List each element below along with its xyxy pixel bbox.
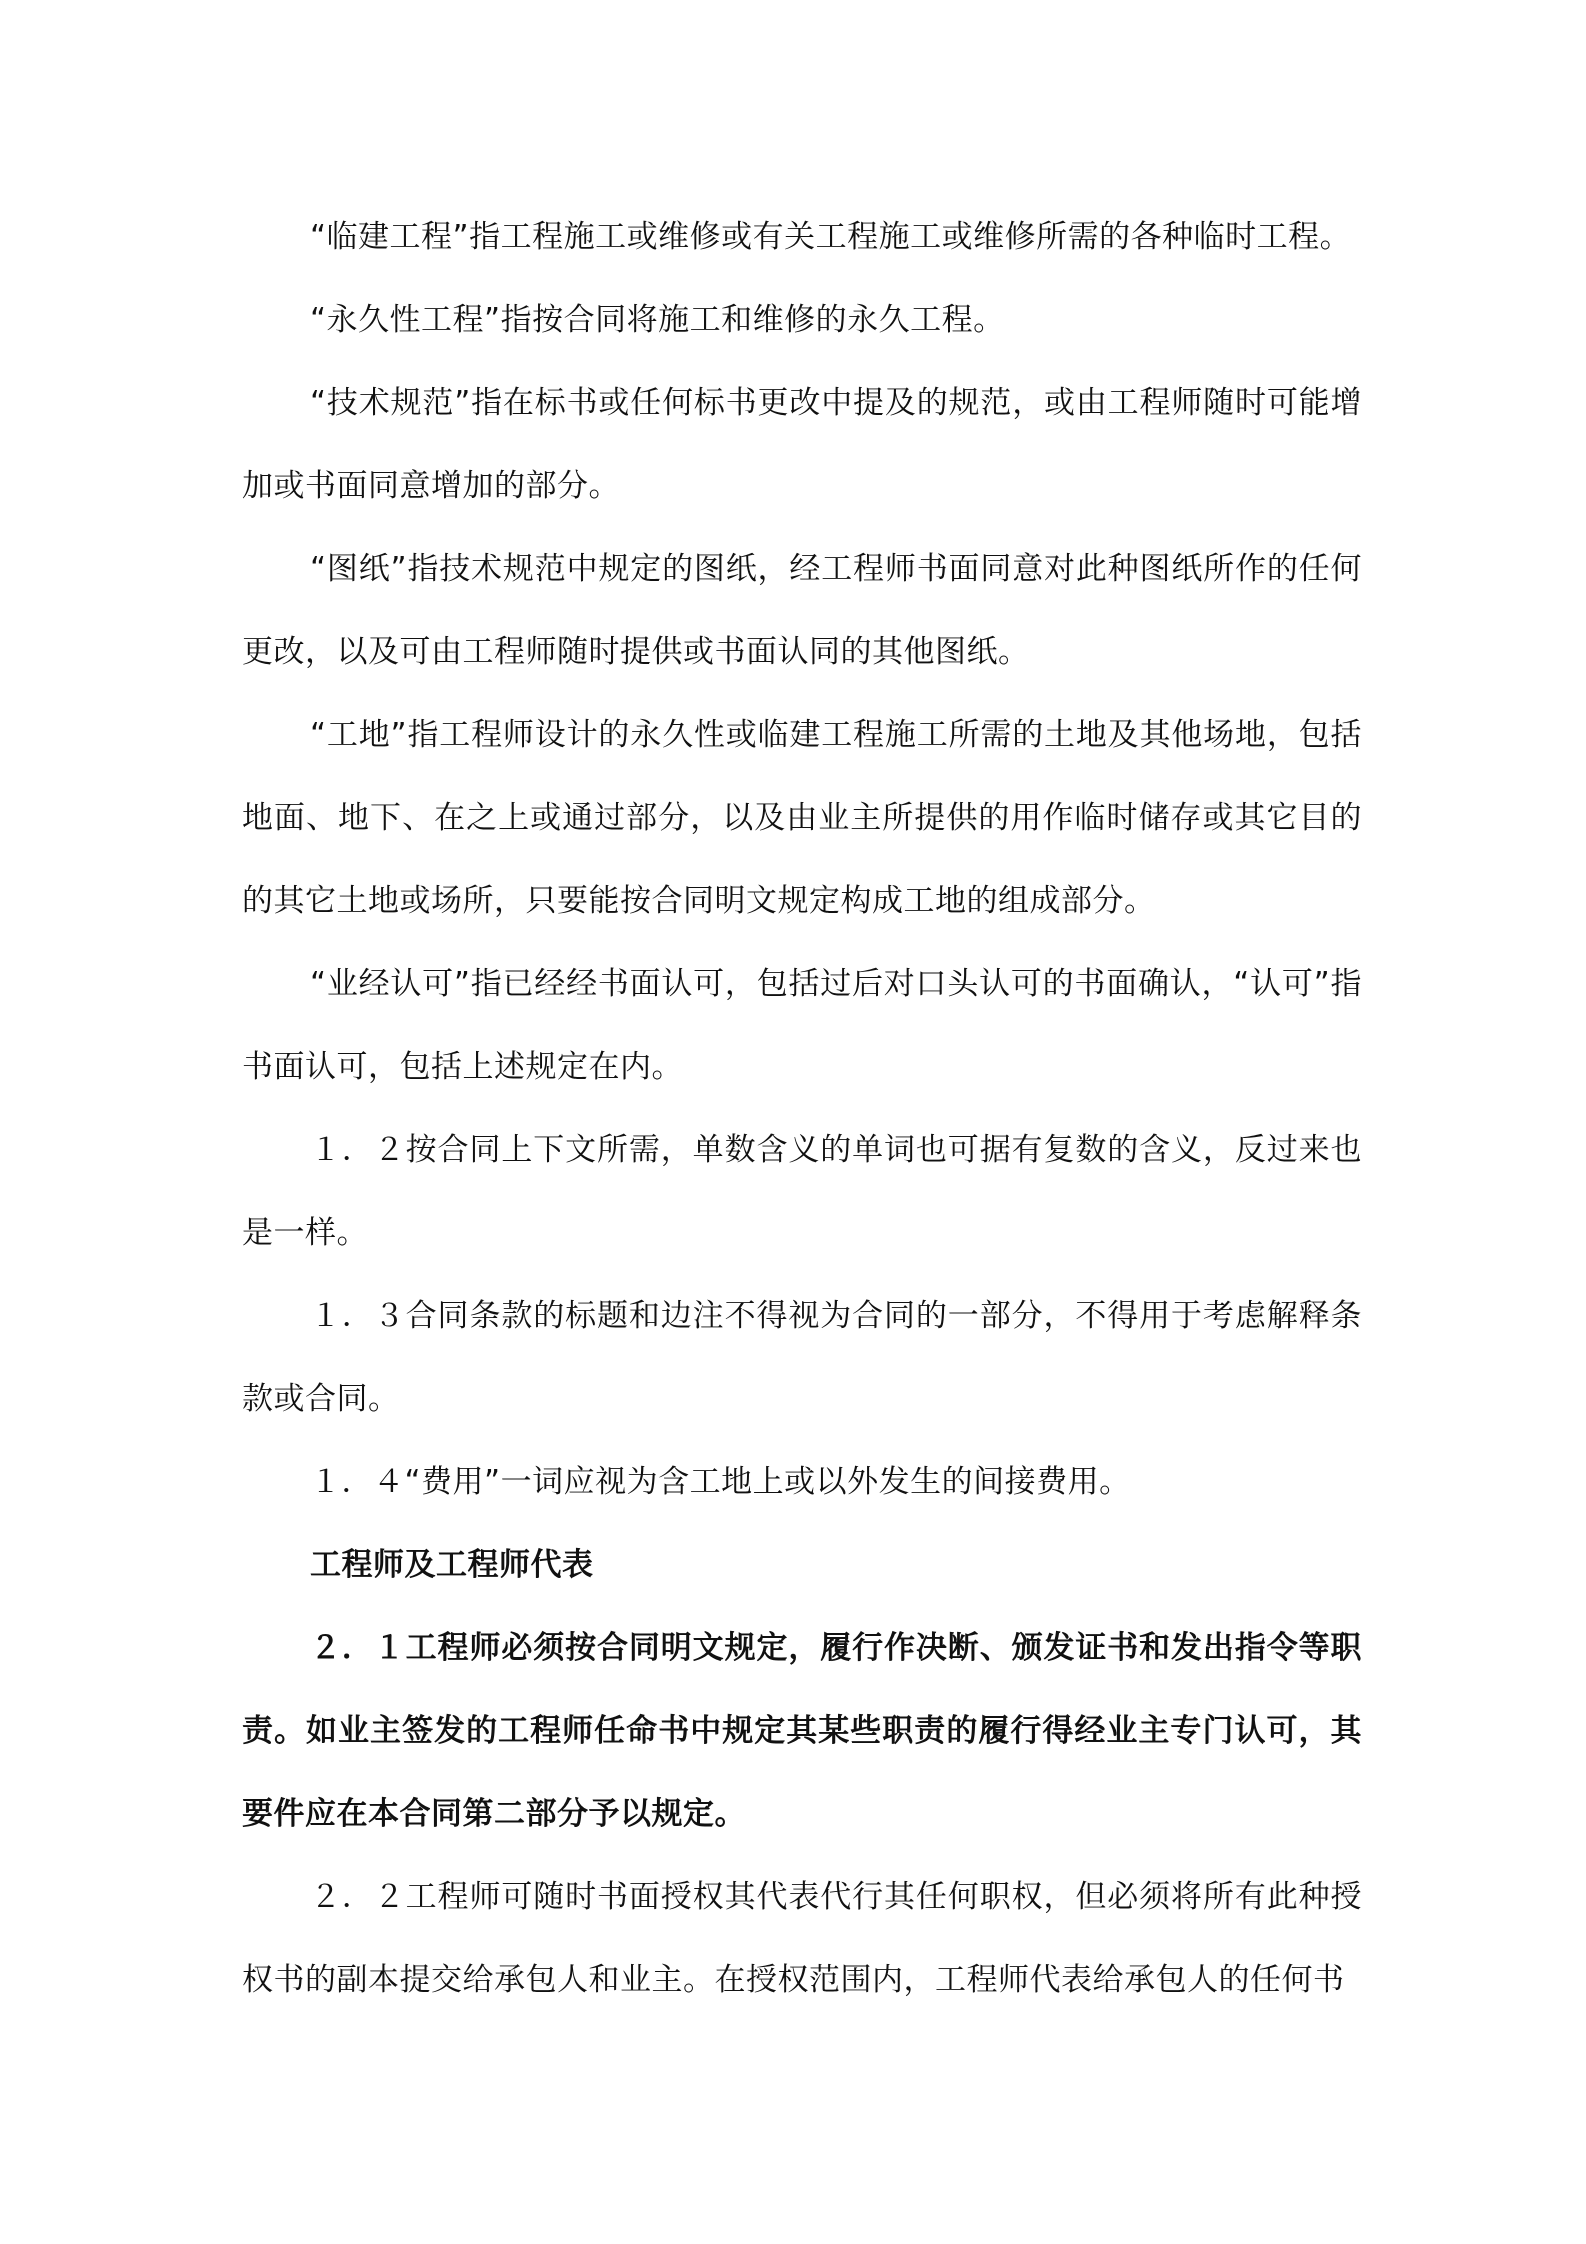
paragraph-drawings: “图纸”指技术规范中规定的图纸，经工程师书面同意对此种图纸所作的任何更改，以及可由工程师随时提供或书面认同的其他图纸。 [242,551,1362,670]
paragraph-clause-1-4: １．４“费用”一词应视为含工地上或以外发生的间接费用。 [310,1464,1131,1500]
paragraph-site: “工地”指工程师设计的永久性或临建工程施工所需的土地及其他场地，包括地面、地下、在之上或通过部分，以及由业主所提供的用作临时储存或其它目的的其它土地或场所，只要能按合同明文规定构成工地的组成部分。 [242,717,1362,919]
section-heading-engineer: 工程师及工程师代表 [310,1547,594,1583]
paragraph-clause-2-2: ２．２工程师可随时书面授权其代表代行其任何职权，但必须将所有此种授权书的副本提交给承包人和业主。在授权范围内，工程师代表给承包人的任何书 [242,1879,1362,1998]
paragraph-approved: “业经认可”指已经经书面认可，包括过后对口头认可的书面确认，“认可”指书面认可，包括上述规定在内。 [242,966,1362,1085]
paragraph-permanent-works: “永久性工程”指按合同将施工和维修的永久工程。 [310,302,1005,338]
paragraph-specification: “技术规范”指在标书或任何标书更改中提及的规范，或由工程师随时可能增加或书面同意增加的部分。 [242,385,1362,504]
paragraph-clause-1-3: １．３合同条款的标题和边注不得视为合同的一部分，不得用于考虑解释条款或合同。 [242,1298,1362,1417]
document-body [242,196,1362,2022]
paragraph-temporary-works: “临建工程”指工程施工或维修或有关工程施工或维修所需的各种临时工程。 [310,219,1352,255]
paragraph-clause-2-1: ２．１工程师必须按合同明文规定，履行作决断、颁发证书和发出指令等职责。如业主签发的工程师任命书中规定其某些职责的履行得经业主专门认可，其要件应在本合同第二部分予以规定。 [242,1630,1362,1832]
paragraph-clause-1-2: １．２按合同上下文所需，单数含义的单词也可据有复数的含义，反过来也是一样。 [242,1132,1362,1251]
